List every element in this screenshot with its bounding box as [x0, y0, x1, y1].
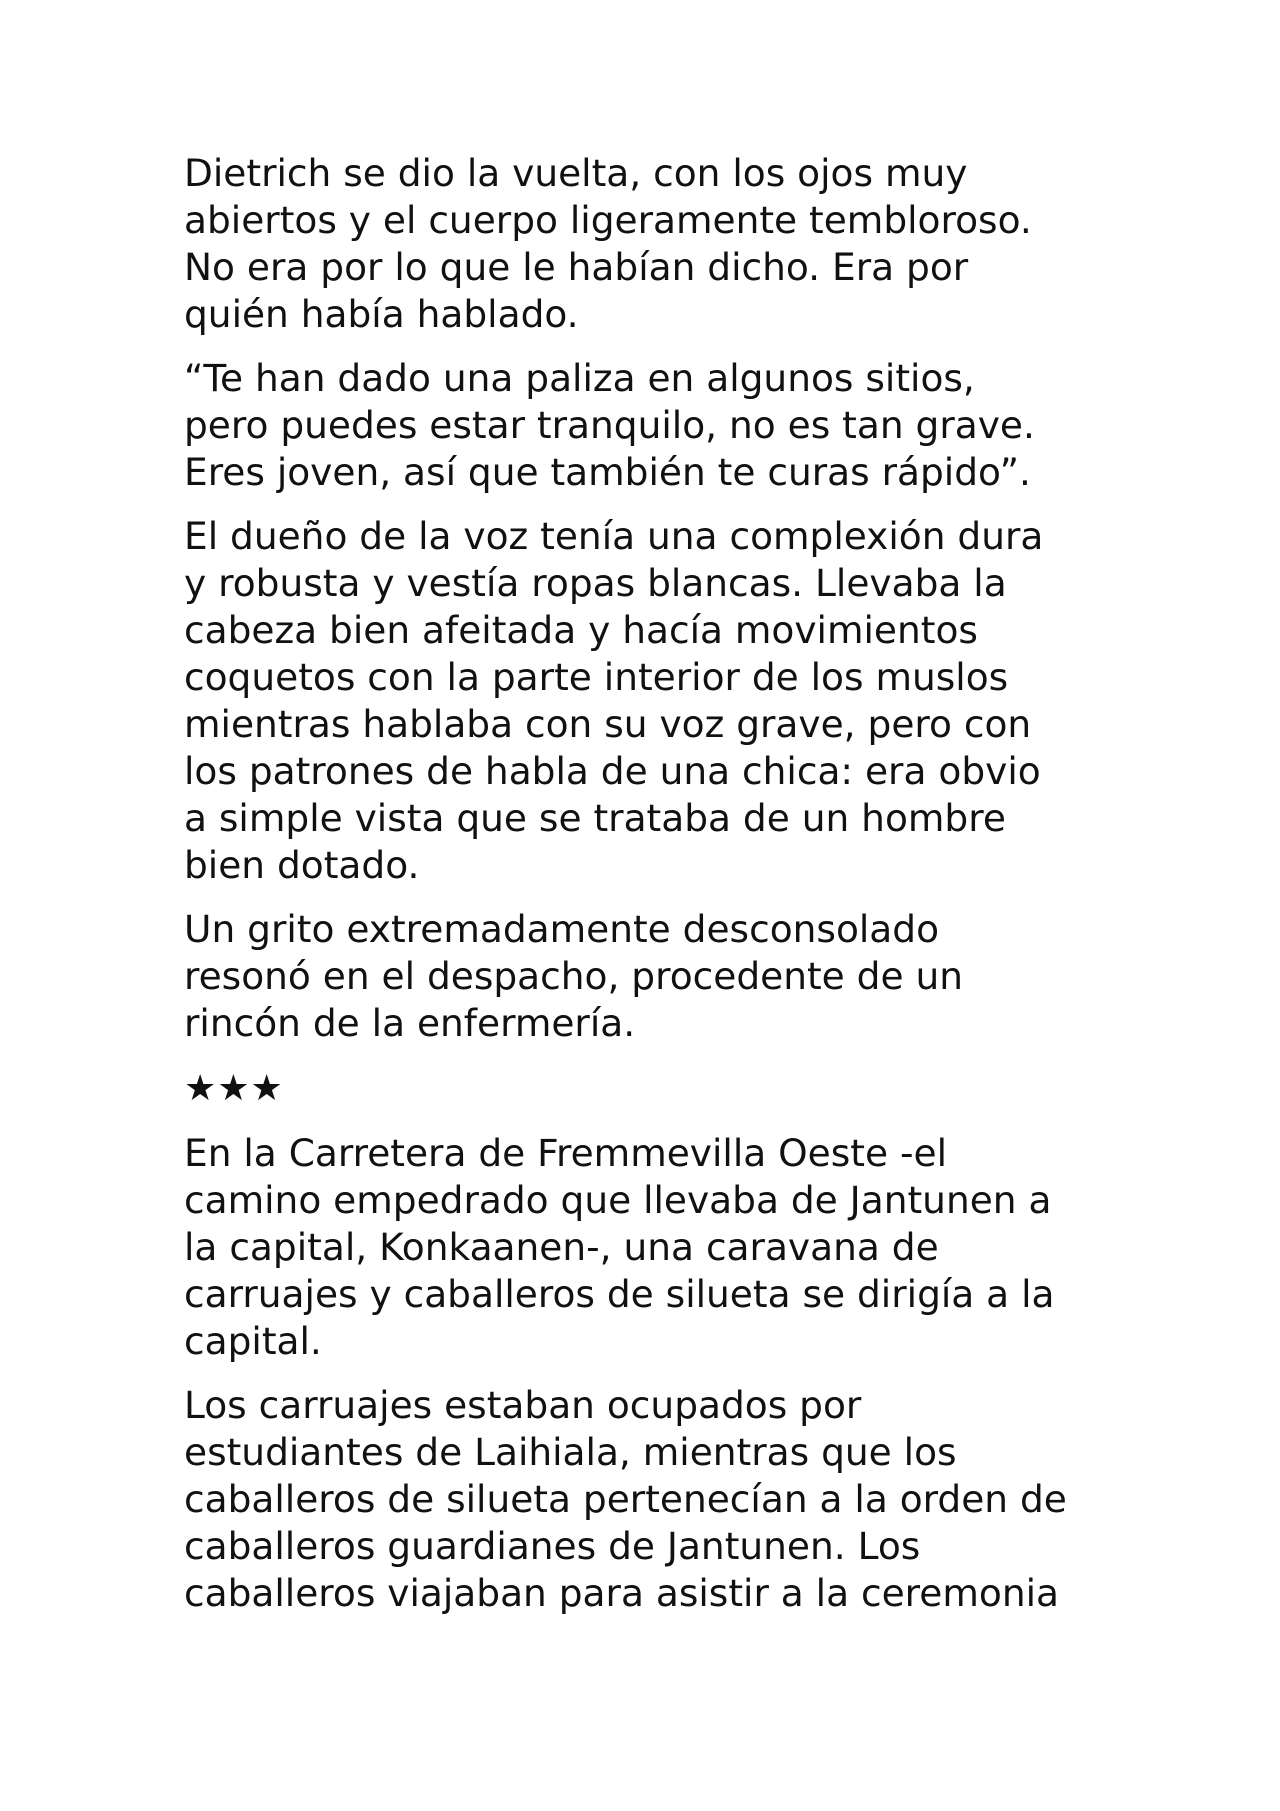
text-line: pero puedes estar tranquilo, no es tan grave.: [184, 403, 1035, 447]
text-line: Dietrich se dio la vuelta, con los ojos muy: [184, 151, 968, 195]
paragraph-4: [184, 906, 1124, 1047]
text-line: a simple vista que se trataba de un hombre: [184, 796, 1006, 840]
text-line: y robusta y vestía ropas blancas. Llevaba la: [184, 561, 1007, 605]
text-line: carruajes y caballeros de silueta se dirigía a la: [184, 1272, 1055, 1316]
paragraph-1: [184, 150, 1124, 338]
paragraph-3: [184, 513, 1124, 889]
text-line: abiertos y el cuerpo ligeramente tembloroso.: [184, 198, 1032, 242]
text-line: los patrones de habla de una chica: era obvio: [184, 749, 1041, 793]
scene-separator: ★★★: [184, 1068, 284, 1109]
text-line: mientras hablaba con su voz grave, pero con: [184, 702, 1032, 746]
text-line: camino empedrado que llevaba de Jantunen a: [184, 1178, 1052, 1222]
paragraph-5: [184, 1130, 1124, 1365]
text-line: Eres joven, así que también te curas rápido”.: [184, 450, 1031, 494]
text-line: No era por lo que le habían dicho. Era por: [184, 245, 969, 289]
paragraph-6: [184, 1382, 1124, 1617]
paragraph-2: [184, 355, 1124, 496]
text-line: caballeros de silueta pertenecían a la orden de: [184, 1477, 1067, 1521]
text-line: cabeza bien afeitada y hacía movimientos: [184, 608, 978, 652]
text-line: capital.: [184, 1319, 322, 1363]
text-line: quién había hablado.: [184, 292, 579, 336]
text-line: rincón de la enfermería.: [184, 1001, 636, 1045]
text-line: estudiantes de Laihiala, mientras que los: [184, 1430, 957, 1474]
text-line: caballeros guardianes de Jantunen. Los: [184, 1524, 921, 1568]
text-line: coquetos con la parte interior de los muslos: [184, 655, 1009, 699]
text-line: resonó en el despacho, procedente de un: [184, 954, 964, 998]
document-page: [184, 150, 1124, 1634]
text-line: Los carruajes estaban ocupados por: [184, 1383, 862, 1427]
text-line: caballeros viajaban para asistir a la ceremonia: [184, 1571, 1059, 1615]
text-line: la capital, Konkaanen-, una caravana de: [184, 1225, 939, 1269]
text-line: En la Carretera de Fremmevilla Oeste -el: [184, 1131, 948, 1175]
text-line: “Te han dado una paliza en algunos sitios,: [184, 356, 975, 400]
text-line: El dueño de la voz tenía una complexión dura: [184, 514, 1044, 558]
text-line: bien dotado.: [184, 843, 420, 887]
text-line: Un grito extremadamente desconsolado: [184, 907, 940, 951]
